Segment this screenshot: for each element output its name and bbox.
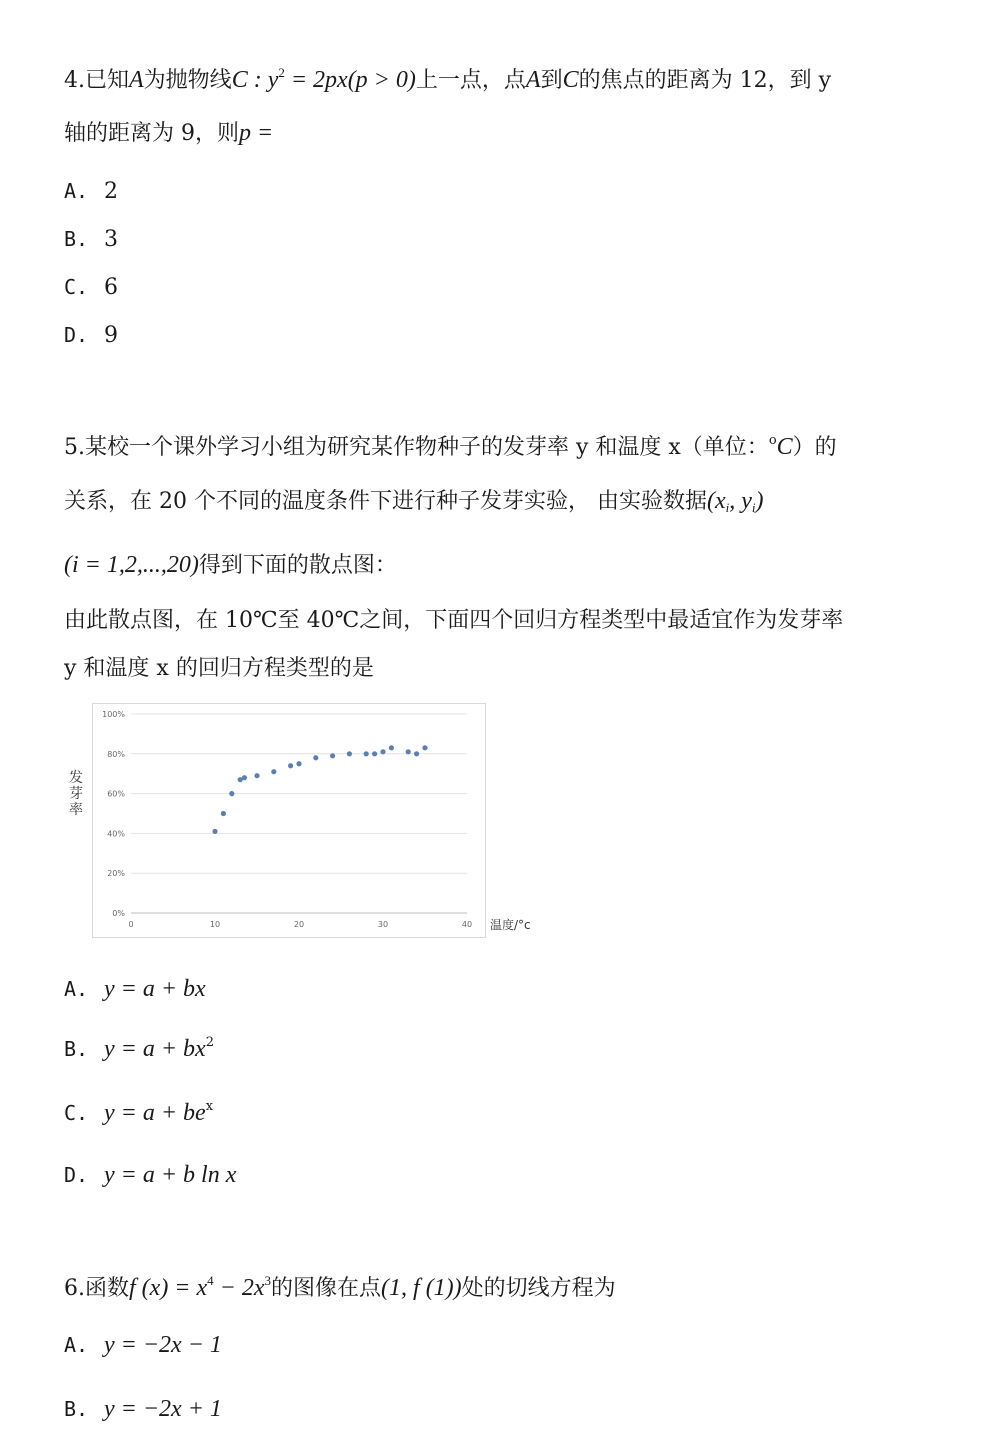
scatter-point <box>221 811 226 816</box>
q4-equation: C : $y^2 = 2px(p > 0)$ <box>231 65 416 93</box>
scatter-point <box>364 751 369 756</box>
q6-option-a: A. y = −2x − 1 <box>64 1332 222 1358</box>
chart-x-axis-label: 温度/°c <box>490 918 531 932</box>
scatter-point <box>330 753 335 758</box>
scatter-point <box>212 829 217 834</box>
q5-option-d: D. y = a + b ln x <box>64 1162 237 1188</box>
scatter-point <box>254 773 259 778</box>
scatter-point <box>347 751 352 756</box>
y-tick-label: 0% <box>112 909 125 918</box>
y-tick-label: 20% <box>107 869 125 879</box>
q6-line-1: 6.函数f $(x) = x^4 - 2x^3$的图像在点(1, f (1))处的切线方程为 <box>64 1273 616 1301</box>
scatter-point <box>296 761 301 766</box>
scatter-point <box>313 755 318 760</box>
q5-line-2: 关系，在 20 个不同的温度条件下进行种子发芽实验， 由实验数据($x_i$, $y_i$) <box>64 488 764 515</box>
q5-option-c: C. $y = a + be^x$ <box>64 1099 214 1126</box>
scatter-point <box>414 751 419 756</box>
scatter-point <box>271 769 276 774</box>
q5-line-4: 由此散点图，在 10℃至 40℃之间，下面四个回归方程类型中最适宜作为发芽率 <box>64 608 844 633</box>
q5-line-1: 5.某校一个课外学习小组为研究某作物种子的发芽率 y 和温度 x（单位：$^o$C）的 <box>64 433 837 460</box>
q4-line-2: 轴的距离为 9，则p = <box>64 120 274 146</box>
scatter-point <box>389 745 394 750</box>
y-tick-label: 80% <box>107 749 125 759</box>
q6-function: f $(x) = x^4 - 2x^3$ <box>129 1273 272 1301</box>
y-tick-label: 100% <box>102 710 125 719</box>
y-tick-label: 40% <box>107 829 125 839</box>
scatter-chart <box>92 703 486 938</box>
x-tick-label: 20 <box>293 920 305 929</box>
q5-option-a: A. y = a + bx <box>64 976 206 1002</box>
q4-option-b: B. 3 <box>64 227 118 252</box>
x-tick-label: 0 <box>128 920 134 929</box>
q5-option-b: B. $y = a + bx^2$ <box>64 1035 214 1062</box>
x-tick-label: 30 <box>377 920 389 929</box>
scatter-point <box>288 763 293 768</box>
scatter-point <box>422 745 427 750</box>
q5-pair: ($x_i$, $y_i$) <box>706 488 764 515</box>
y-tick-label: 60% <box>107 789 125 799</box>
q5-line-5: y 和温度 x 的回归方程类型的是 <box>64 656 374 681</box>
scatter-point <box>229 791 234 796</box>
q6-option-b: B. y = −2x + 1 <box>64 1396 222 1422</box>
q4-line-1: 4.已知A为抛物线C : $y^2 = 2px(p > 0)$上一点，点A到C的焦点的距离为 12，到 y <box>64 65 832 93</box>
scatter-point <box>242 775 247 780</box>
scatter-point <box>406 749 411 754</box>
q4-option-c: C. 6 <box>64 275 118 300</box>
scatter-point <box>372 751 377 756</box>
q5-line-3: (i = 1,2,...,20)得到下面的散点图： <box>64 552 397 578</box>
q4-option-d: D. 9 <box>64 323 118 348</box>
q4-option-a: A. 2 <box>64 179 118 204</box>
x-tick-label: 10 <box>209 920 221 929</box>
chart-y-axis-label: 发芽率 <box>69 770 83 818</box>
x-tick-label: 40 <box>461 920 473 929</box>
scatter-point <box>380 749 385 754</box>
scatter-svg <box>93 704 485 937</box>
